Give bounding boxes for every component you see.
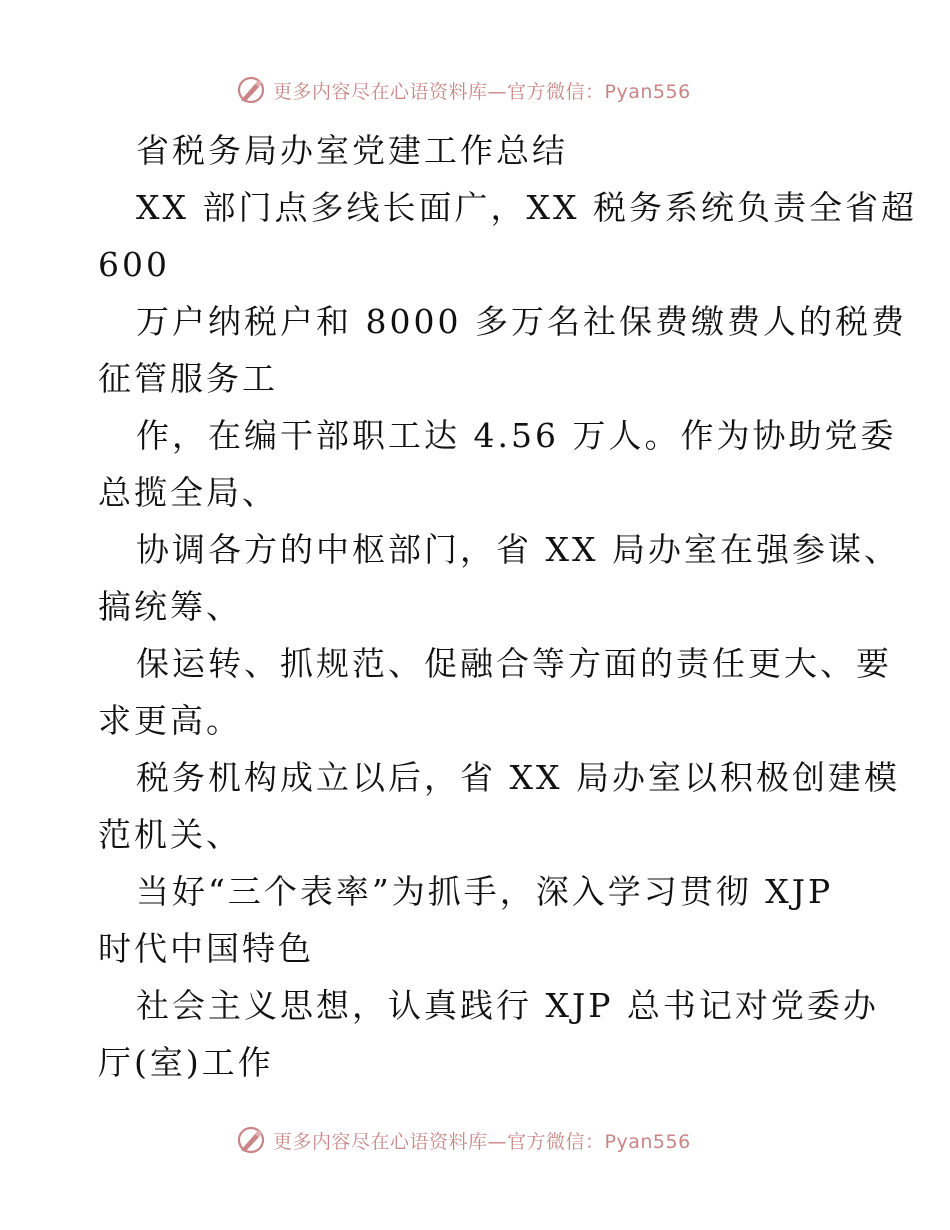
watermark-text: 更多内容尽在心语资料库—官方微信：Pyan556 [273,1130,691,1153]
paragraph-line: 厅(室)工作 [98,1043,274,1082]
watermark-text: 更多内容尽在心语资料库—官方微信：Pyan556 [273,80,691,103]
paragraph-line: 当好“三个表率”为抓手，深入学习贯彻 XJP [136,872,834,911]
paragraph-line: 作，在编干部职工达 4.56 万人。作为协助党委 [136,416,897,455]
watermark-header [235,74,691,106]
document-body [98,122,917,1091]
watermark-footer [235,1124,691,1156]
paragraph-line: 协调各方的中枢部门，省 XX 局办室在强参谋、 [136,530,900,569]
paragraph-line: 税务机构成立以后，省 XX 局办室以积极创建模 [136,758,900,797]
paragraph-line: 时代中国特色 [98,929,314,968]
paragraph-line: 万户纳税户和 8000 多万名社保费缴费人的税费 [136,302,907,341]
paragraph-line: 范机关、 [98,815,242,854]
document-title: 省税务局办室党建工作总结 [136,131,568,170]
pen-logo-icon [235,74,267,106]
pen-logo-icon [235,1124,267,1156]
paragraph-line: 600 [98,245,170,284]
paragraph-line: 征管服务工 [98,359,278,398]
paragraph-line: XX 部门点多线长面广，XX 税务系统负责全省超 [136,188,917,227]
paragraph-line: 保运转、抓规范、促融合等方面的责任更大、要 [136,644,892,683]
paragraph-line: 搞统筹、 [98,587,242,626]
paragraph-line: 总揽全局、 [98,473,278,512]
paragraph-line: 社会主义思想，认真践行 XJP 总书记对党委办 [136,986,879,1025]
paragraph-line: 求更高。 [98,701,242,740]
